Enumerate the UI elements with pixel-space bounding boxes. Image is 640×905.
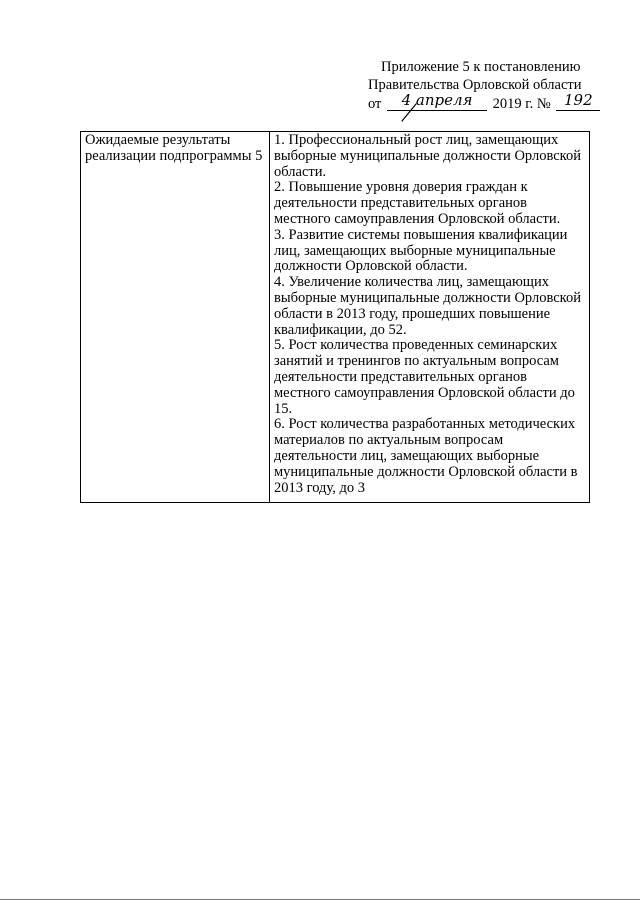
results-content-cell [270, 132, 590, 503]
page-bottom-edge [0, 899, 640, 900]
results-label-cell [81, 132, 270, 503]
appendix-title: Приложение 5 к постановлению [381, 59, 581, 75]
number-underline [556, 110, 600, 111]
result-item-2: 2. Повышение уровня доверия граждан к деятельности представительных органов местного самоуправления Орловской области. [274, 179, 561, 227]
year-number-label: 2019 г. № [492, 96, 551, 112]
result-item-6: 6. Рост количества разработанных методических материалов по актуальным вопросам деятельности лиц, замещающих выборные муниципальные должности Орловской области в 2013 году, до 3 [274, 416, 578, 496]
results-table [80, 131, 590, 503]
government-name: Правительства Орловской области [368, 77, 582, 93]
result-item-5: 5. Рост количества проведенных семинарских занятий и тренингов по актуальным вопросам деятельности представительных органов местного самоуправления Орловской области до 15. [274, 337, 575, 417]
table-row [81, 132, 590, 503]
result-item-4: 4. Увеличение количества лиц, замещающих выборные муниципальные должности Орловской области в 2013 году, прошедших повышение квалификации, до 52. [274, 274, 581, 338]
handwritten-number [556, 91, 600, 112]
result-item-1: 1. Профессиональный рост лиц, замещающих выборные муниципальные должности Орловской области. [274, 132, 581, 180]
date-prefix: от [368, 96, 382, 112]
pen-stroke-mark [396, 103, 420, 123]
handwritten-date-text: 4 апреля [401, 91, 473, 109]
results-label: Ожидаемые результаты реализации подпрограммы 5 [85, 132, 263, 164]
result-item-3: 3. Развитие системы повышения квалификации лиц, замещающих выборные муниципальные должности Орловской области. [274, 226, 568, 275]
handwritten-number-text: 192 [563, 91, 593, 109]
